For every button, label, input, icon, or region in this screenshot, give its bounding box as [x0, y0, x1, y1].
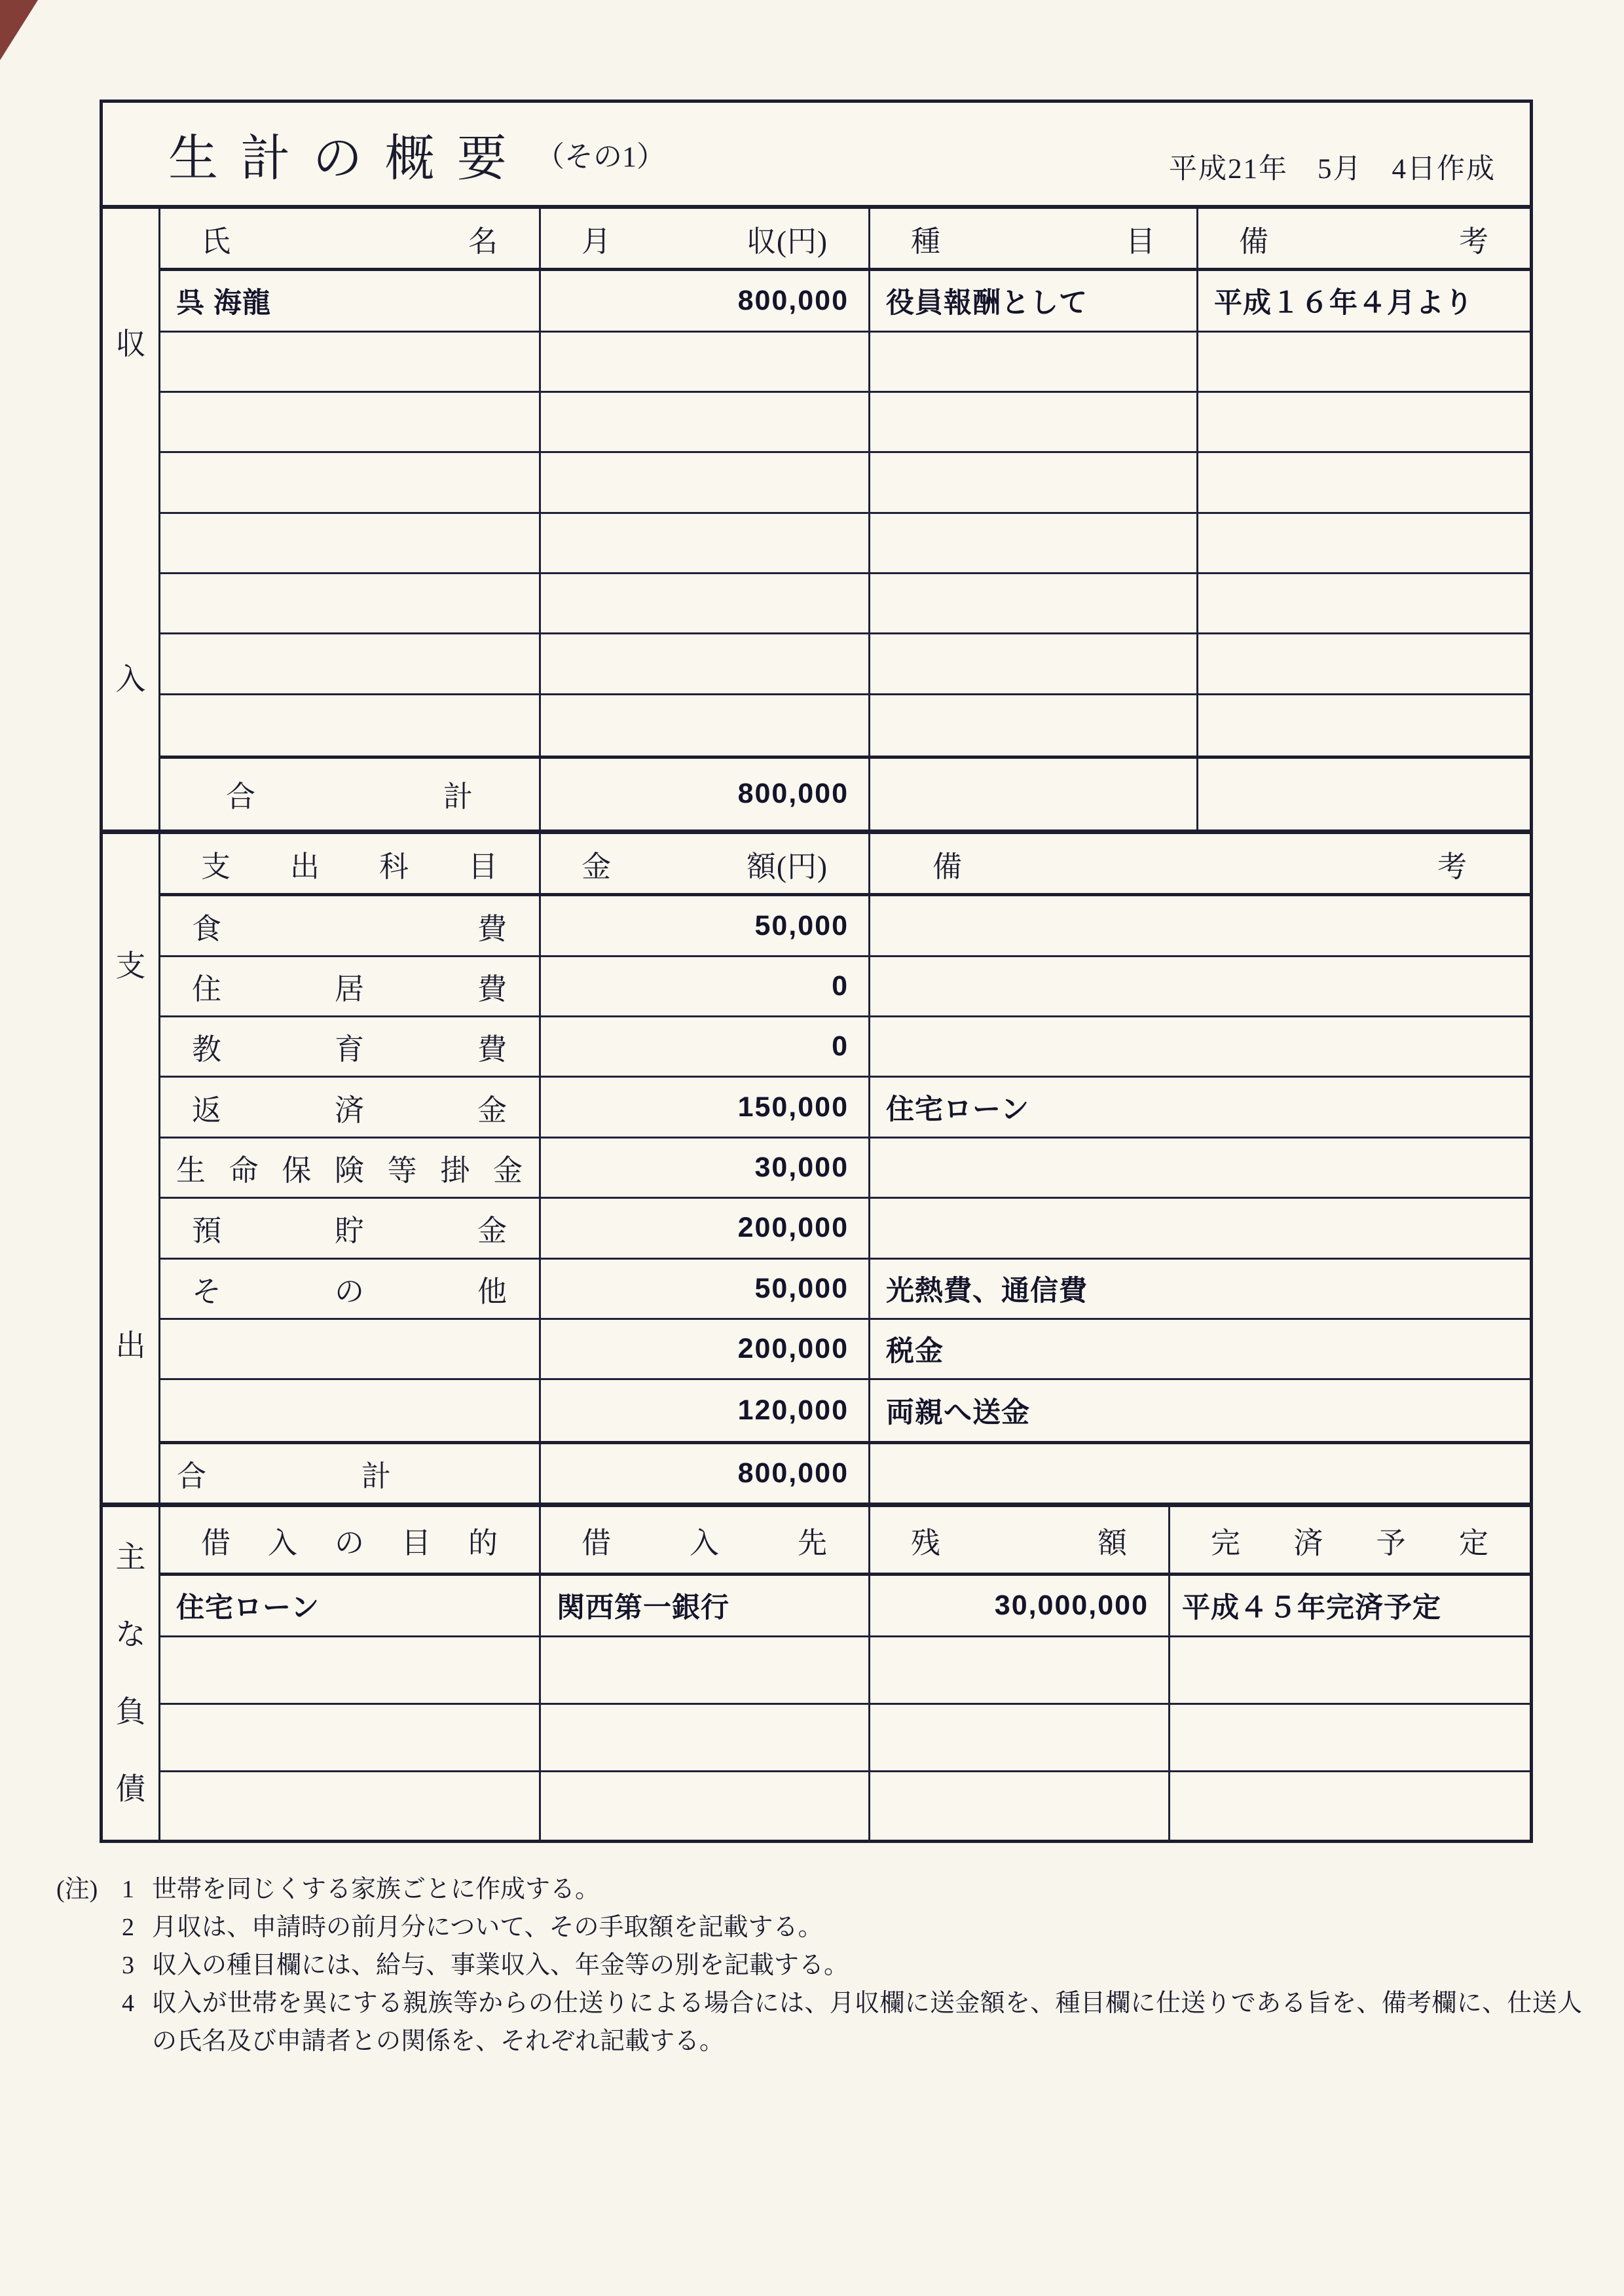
debts-header-repayment: 完 済 予 定: [1168, 1507, 1530, 1573]
footnote-number: 4: [122, 1990, 134, 2017]
expense-amount-cell: 50,000: [539, 896, 868, 955]
income-section: [103, 209, 1530, 834]
expense-item-label: 返 済 金: [192, 1093, 507, 1127]
expense-row: [160, 1078, 1530, 1138]
expense-amount-cell: 150,000: [539, 1078, 868, 1136]
income-note-cell: [1196, 634, 1530, 693]
income-note-cell: [1196, 393, 1530, 451]
expense-amount-cell: 0: [539, 957, 868, 1015]
footnote: [122, 1908, 1582, 1946]
income-row: [160, 393, 1530, 453]
created-date: 平成21年 5月 4日作成: [1169, 154, 1496, 185]
income-amount-cell: 800,000: [539, 271, 868, 330]
income-name-cell: [160, 574, 539, 632]
footnote-number: 1: [122, 1876, 134, 1903]
livelihood-form: [100, 100, 1533, 1843]
income-total-amount: 800,000: [539, 759, 868, 829]
income-name-cell: [160, 695, 539, 756]
expense-row: [160, 1320, 1530, 1380]
debt-row: [160, 1637, 1530, 1705]
debt-purpose-cell: 住宅ローン: [176, 1592, 320, 1624]
income-amount-cell: [539, 333, 868, 391]
expense-amount-cell: 50,000: [539, 1260, 868, 1318]
income-header-row: [160, 209, 1530, 271]
income-row: [160, 695, 1530, 756]
expense-item-label: [160, 1320, 539, 1378]
debt-repayment-cell: [1168, 1705, 1530, 1770]
expense-note-cell: [868, 1017, 1530, 1076]
footnote: [122, 1946, 1582, 1984]
debts-section: [103, 1507, 1530, 1840]
debt-balance-cell: 30,000,000: [868, 1576, 1168, 1635]
debt-repayment-cell: [1168, 1637, 1530, 1703]
income-name-cell: [160, 333, 539, 391]
income-header-note: 備 考: [1196, 209, 1530, 268]
expense-table: [160, 834, 1530, 1503]
income-total-note-cell: [1196, 759, 1530, 829]
expense-header-row: [160, 834, 1530, 896]
expense-item-label: [160, 1380, 539, 1440]
expense-note-cell: [868, 896, 1530, 955]
income-amount-cell: [539, 574, 868, 632]
income-amount-cell: [539, 453, 868, 511]
expense-row: [160, 896, 1530, 957]
footnotes-list: [122, 1870, 1582, 2060]
expense-item-label: 教 育 費: [192, 1033, 507, 1066]
income-row: [160, 453, 1530, 513]
expense-header-item: 支 出 科 目: [201, 850, 498, 883]
footnote: [122, 1870, 1582, 1908]
income-section-label: 収 入: [103, 209, 160, 829]
footnotes-prefix: (注): [56, 1876, 98, 1903]
income-category-cell: [868, 393, 1196, 451]
expense-item-label: 生 命 保 険 等 掛 金: [176, 1154, 523, 1187]
income-category-cell: 役員報酬として: [868, 271, 1196, 330]
income-header-name: 氏 名: [201, 225, 498, 258]
debts-header-lender: 借 入 先: [539, 1507, 868, 1573]
debt-balance-cell: [868, 1705, 1168, 1770]
income-name-cell: [160, 634, 539, 693]
income-category-cell: [868, 514, 1196, 572]
expense-amount-cell: 200,000: [539, 1320, 868, 1378]
income-total-row: [160, 756, 1530, 829]
expense-row: [160, 1139, 1530, 1199]
debt-row: [160, 1705, 1530, 1772]
debt-balance-cell: [868, 1772, 1168, 1840]
income-note-cell: 平成１６年４月より: [1196, 271, 1530, 330]
income-name-cell: [160, 393, 539, 451]
income-amount-cell: [539, 514, 868, 572]
expense-row: [160, 957, 1530, 1017]
income-name-cell: [160, 453, 539, 511]
income-name-cell: 呉 海龍: [176, 287, 271, 319]
debt-row: [160, 1772, 1530, 1840]
expense-amount-cell: 0: [539, 1017, 868, 1076]
debt-lender-cell: [539, 1772, 868, 1840]
debt-purpose-cell: [160, 1772, 539, 1840]
form-title-suffix: （その1）: [536, 141, 665, 173]
income-category-cell: [868, 695, 1196, 756]
expense-note-cell: [868, 957, 1530, 1015]
expense-item-label: 預 貯 金: [192, 1214, 507, 1248]
expense-total-row: [160, 1441, 1530, 1503]
expense-note-cell: 住宅ローン: [868, 1078, 1530, 1136]
scan-artifact-corner: [0, 0, 38, 60]
income-category-cell: [868, 634, 1196, 693]
debt-repayment-cell: 平成４５年完済予定: [1168, 1576, 1530, 1635]
expense-item-label: 食 費: [192, 912, 507, 945]
footnote-number: 3: [122, 1952, 134, 1979]
form-title-band: [103, 103, 1530, 209]
income-category-cell: [868, 333, 1196, 391]
expense-header-amount: 金 額(円): [539, 834, 868, 893]
expense-row: [160, 1260, 1530, 1320]
debt-lender-cell: 関西第一銀行: [539, 1576, 868, 1635]
income-row: [160, 271, 1530, 332]
income-header-category: 種 目: [868, 209, 1196, 268]
income-row: [160, 634, 1530, 695]
expense-amount-cell: 30,000: [539, 1139, 868, 1197]
footnote-number: 2: [122, 1914, 134, 1941]
income-row: [160, 514, 1530, 574]
debt-repayment-cell: [1168, 1772, 1530, 1840]
income-amount-cell: [539, 393, 868, 451]
income-note-cell: [1196, 695, 1530, 756]
debt-lender-cell: [539, 1705, 868, 1770]
expense-amount-cell: 200,000: [539, 1199, 868, 1257]
footnote-text: 世帯を同じくする家族ごとに作成する。: [152, 1876, 600, 1903]
debt-lender-cell: [539, 1637, 868, 1703]
expense-row: [160, 1199, 1530, 1259]
expense-item-label: そ の 他: [192, 1275, 507, 1308]
expense-total-amount: 800,000: [539, 1444, 868, 1503]
expense-note-cell: [868, 1139, 1530, 1197]
income-note-cell: [1196, 574, 1530, 632]
income-note-cell: [1196, 333, 1530, 391]
expense-header-note: 備 考: [868, 834, 1530, 893]
expense-note-cell: 光熱費、通信費: [868, 1260, 1530, 1318]
footnote: [122, 1984, 1582, 2060]
income-category-cell: [868, 574, 1196, 632]
income-name-cell: [160, 514, 539, 572]
footnote-text: 月収は、申請時の前月分について、その手取額を記載する。: [152, 1914, 823, 1941]
expense-total-label: 合 計: [177, 1459, 392, 1493]
debt-balance-cell: [868, 1637, 1168, 1703]
income-note-cell: [1196, 453, 1530, 511]
expense-row: [160, 1380, 1530, 1440]
income-header-monthly-income: 月 収(円): [539, 209, 868, 268]
income-row: [160, 574, 1530, 634]
income-table: [160, 209, 1530, 829]
footnote-text: 収入の種目欄には、給与、事業収入、年金等の別を記載する。: [152, 1952, 849, 1979]
debt-purpose-cell: [160, 1637, 539, 1703]
debts-section-label: 主 な 負 債: [103, 1507, 160, 1840]
form-title: 生計の概要: [168, 131, 529, 187]
expense-note-cell: 税金: [868, 1320, 1530, 1378]
expense-row: [160, 1017, 1530, 1078]
expense-amount-cell: 120,000: [539, 1380, 868, 1440]
income-note-cell: [1196, 514, 1530, 572]
expense-note-cell: [868, 1199, 1530, 1257]
footnote-text: 収入が世帯を異にする親族等からの仕送りによる場合には、月収欄に送金額を、種目欄に仕送りである旨を、備考欄に、仕送人の氏名及び申請者との関係を、それぞれ記載する。: [152, 1990, 1582, 2055]
debts-header-row: [160, 1507, 1530, 1576]
income-row: [160, 333, 1530, 393]
debts-header-balance: 残 額: [868, 1507, 1168, 1573]
expense-section-label: 支 出: [103, 834, 160, 1503]
footnotes: [56, 1870, 1582, 2060]
income-category-cell: [868, 453, 1196, 511]
debt-row: [160, 1576, 1530, 1637]
debts-header-purpose: 借 入 の 目 的: [201, 1526, 498, 1559]
expense-total-note-cell: [868, 1444, 1530, 1503]
income-total-category-cell: [868, 759, 1196, 829]
income-total-label: 合 計: [226, 780, 473, 814]
debts-table: [160, 1507, 1530, 1840]
expense-item-label: 住 居 費: [192, 972, 507, 1006]
debt-purpose-cell: [160, 1705, 539, 1770]
expense-note-cell: 両親へ送金: [868, 1380, 1530, 1440]
expense-section: [103, 834, 1530, 1507]
income-amount-cell: [539, 695, 868, 756]
income-amount-cell: [539, 634, 868, 693]
